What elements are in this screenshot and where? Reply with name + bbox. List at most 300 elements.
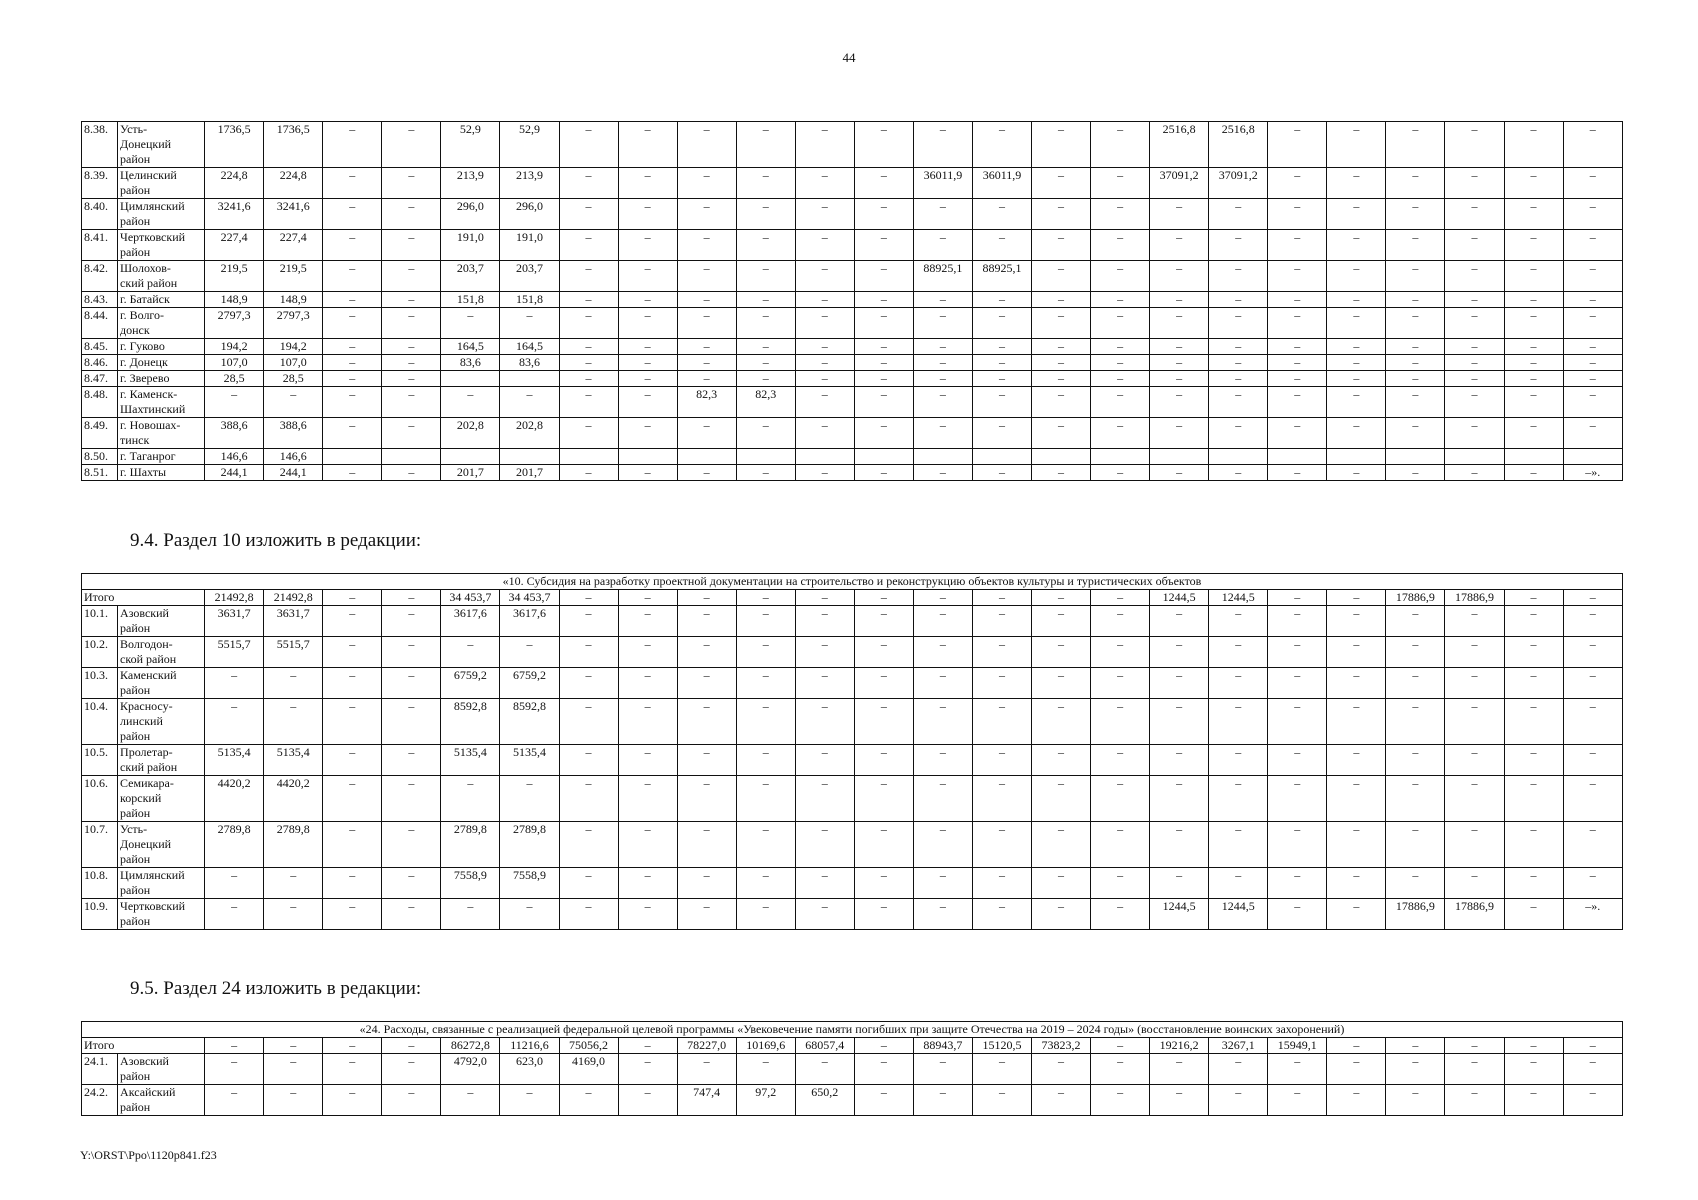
row-value: – [1563,606,1622,637]
total-value: – [1268,590,1327,606]
row-value: – [323,339,382,355]
row-value: 5135,4 [264,745,323,776]
row-value: – [1445,699,1504,745]
row-number: 10.3. [82,668,118,699]
row-value: – [972,387,1031,418]
row-value: – [1209,822,1268,868]
row-value: – [677,899,736,930]
row-value: – [1504,371,1563,387]
row-value: – [1091,465,1150,481]
total-value: – [1563,1038,1622,1054]
row-value: – [1386,606,1445,637]
row-value: – [913,355,972,371]
row-value: 5135,4 [441,745,500,776]
total-value: – [1563,590,1622,606]
row-value: – [736,899,795,930]
row-value: – [736,168,795,199]
row-value: 36011,9 [913,168,972,199]
total-value: 15120,5 [972,1038,1031,1054]
row-value: – [972,668,1031,699]
row-value: – [618,668,677,699]
row-value: – [382,199,441,230]
row-value: – [677,261,736,292]
table-row [82,371,1623,387]
row-value: – [972,230,1031,261]
row-value: – [1504,699,1563,745]
row-value: – [913,339,972,355]
row-value: 1736,5 [205,122,264,168]
row-value: – [559,776,618,822]
row-value: 5515,7 [264,637,323,668]
row-value: – [854,868,913,899]
row-value: – [736,868,795,899]
row-value: – [1150,199,1209,230]
row-value: – [854,606,913,637]
row-value: – [1150,776,1209,822]
row-value: 219,5 [205,261,264,292]
row-value: – [1209,1054,1268,1085]
row-value: – [1150,1054,1209,1085]
row-value: – [795,899,854,930]
row-value: – [618,339,677,355]
total-value: 17886,9 [1386,590,1445,606]
row-name: Азовский район [118,606,205,637]
row-value: – [1091,1054,1150,1085]
row-value: – [677,465,736,481]
row-value: – [736,776,795,822]
row-value: – [1032,168,1091,199]
row-value: – [1386,355,1445,371]
row-value: – [854,668,913,699]
row-value: – [618,230,677,261]
row-value: – [1445,371,1504,387]
row-name: г. Таганрог [118,449,205,465]
row-value: – [382,339,441,355]
row-value: – [382,822,441,868]
row-value: 4169,0 [559,1054,618,1085]
row-name: г. Гуково [118,339,205,355]
row-value: – [854,418,913,449]
row-value: – [795,637,854,668]
row-name: Чертковский район [118,899,205,930]
row-value: – [264,699,323,745]
row-value: – [1386,418,1445,449]
row-value: – [913,776,972,822]
row-value: – [559,465,618,481]
total-value: – [1327,590,1386,606]
total-value: 19216,2 [1150,1038,1209,1054]
row-value: – [1504,308,1563,339]
row-value: – [1386,822,1445,868]
row-value: – [1445,1085,1504,1116]
table-row [82,339,1623,355]
row-value [1150,449,1209,465]
row-value: 52,9 [441,122,500,168]
row-value: – [1091,745,1150,776]
row-value: – [1327,122,1386,168]
row-value: – [677,199,736,230]
row-value: – [618,292,677,308]
row-value: 8592,8 [441,699,500,745]
row-value: – [205,1085,264,1116]
total-value: – [382,1038,441,1054]
row-value: 4420,2 [205,776,264,822]
row-value: – [913,387,972,418]
row-value: 219,5 [264,261,323,292]
row-value: – [854,387,913,418]
row-value: – [559,745,618,776]
row-value: – [795,699,854,745]
table-row [82,292,1623,308]
row-value: – [795,418,854,449]
total-label: Итого [82,1038,205,1054]
row-value: – [264,899,323,930]
row-number: 10.5. [82,745,118,776]
row-value: 2789,8 [264,822,323,868]
row-value: 227,4 [264,230,323,261]
row-number: 10.2. [82,637,118,668]
row-value: – [972,355,1031,371]
row-value [795,449,854,465]
row-value: – [736,465,795,481]
row-value: 3241,6 [264,199,323,230]
row-value: – [1091,868,1150,899]
row-value: – [1563,699,1622,745]
row-value: – [1091,292,1150,308]
total-value: 17886,9 [1445,590,1504,606]
row-value: – [1327,606,1386,637]
row-value: – [1386,1085,1445,1116]
row-value: – [1032,371,1091,387]
row-value: – [795,668,854,699]
total-value: – [1032,590,1091,606]
total-value: 1244,5 [1209,590,1268,606]
row-value [441,449,500,465]
row-value: – [500,899,559,930]
row-value: – [1445,776,1504,822]
row-value: – [382,868,441,899]
total-value: – [795,590,854,606]
total-value: – [1504,1038,1563,1054]
row-value: – [1150,637,1209,668]
row-value: – [795,355,854,371]
total-value: – [1445,1038,1504,1054]
row-value: – [323,699,382,745]
row-value: – [264,387,323,418]
row-value: – [441,387,500,418]
row-value: – [1032,637,1091,668]
row-value [500,371,559,387]
row-value: – [1032,261,1091,292]
row-value: – [677,371,736,387]
row-value: – [677,868,736,899]
row-value: – [1386,230,1445,261]
row-value: – [854,1085,913,1116]
row-value: – [736,418,795,449]
row-value: 296,0 [441,199,500,230]
row-value: 201,7 [441,465,500,481]
row-value: – [677,230,736,261]
row-value: – [559,122,618,168]
total-value: – [382,590,441,606]
row-value: 194,2 [264,339,323,355]
row-value: – [1268,606,1327,637]
row-value: 5515,7 [205,637,264,668]
row-value: – [1504,637,1563,668]
row-value: – [972,465,1031,481]
row-name: г. Зверево [118,371,205,387]
row-value: 203,7 [500,261,559,292]
row-value: – [1032,776,1091,822]
row-value: – [1032,699,1091,745]
table-caption: «24. Расходы, связанные с реализацией федеральной целевой программы «Увековечение памяти погибших при защите Отечества на 2019 – 2024 годы» (восстановление воинских захоронений) [82,1022,1623,1038]
row-value: – [323,308,382,339]
row-number: 8.41. [82,230,118,261]
row-value: 213,9 [500,168,559,199]
total-value: – [323,1038,382,1054]
row-name: Азовский район [118,1054,205,1085]
total-value: – [854,590,913,606]
row-value: – [736,371,795,387]
row-value: – [677,822,736,868]
row-value: – [441,637,500,668]
row-number: 10.4. [82,699,118,745]
row-value: – [1150,465,1209,481]
row-name: Целинский район [118,168,205,199]
row-value: – [1504,606,1563,637]
row-value: – [1327,637,1386,668]
row-value: – [1445,822,1504,868]
row-value: – [1091,230,1150,261]
row-value: – [1327,822,1386,868]
row-value: 194,2 [205,339,264,355]
row-value: – [854,822,913,868]
row-value: – [1032,668,1091,699]
row-value: – [1563,418,1622,449]
row-value: – [1091,355,1150,371]
row-value: – [1445,387,1504,418]
row-value: – [972,371,1031,387]
total-value: – [972,590,1031,606]
row-value: – [1445,355,1504,371]
row-value: 82,3 [736,387,795,418]
row-value: – [854,122,913,168]
row-value: 164,5 [500,339,559,355]
row-value: – [1504,355,1563,371]
row-number: 10.6. [82,776,118,822]
row-value: – [1150,418,1209,449]
row-name: г. Новошах- тинск [118,418,205,449]
row-value: – [1268,1085,1327,1116]
row-value: – [559,637,618,668]
row-value: – [677,122,736,168]
row-value: 2516,8 [1150,122,1209,168]
row-value: – [913,899,972,930]
row-value: – [382,387,441,418]
row-value: – [1091,122,1150,168]
row-value: – [1209,606,1268,637]
row-value: – [795,1054,854,1085]
row-value: 5135,4 [205,745,264,776]
row-value: – [972,1085,1031,1116]
row-value: – [736,1054,795,1085]
row-value: 37091,2 [1150,168,1209,199]
row-value: – [795,292,854,308]
row-value: – [913,308,972,339]
row-value: – [559,418,618,449]
row-value: – [559,261,618,292]
row-value: – [1327,292,1386,308]
row-value: – [559,355,618,371]
row-value: – [1268,868,1327,899]
row-value: – [677,699,736,745]
row-value: – [1268,308,1327,339]
total-value: 34 453,7 [500,590,559,606]
row-value: – [1268,261,1327,292]
row-value: – [1504,465,1563,481]
row-value: – [618,822,677,868]
row-name: Чертковский район [118,230,205,261]
row-value: – [1445,308,1504,339]
row-value: – [1209,199,1268,230]
row-value: – [382,355,441,371]
row-value: – [323,668,382,699]
row-value: – [736,292,795,308]
row-value: – [1209,868,1268,899]
row-value: – [1563,199,1622,230]
row-value: – [618,899,677,930]
row-value: – [972,637,1031,668]
row-value: – [1268,465,1327,481]
row-value: – [1445,339,1504,355]
row-value: 37091,2 [1209,168,1268,199]
row-value: – [1327,230,1386,261]
row-value: – [1268,355,1327,371]
row-value: – [1091,261,1150,292]
row-value: – [677,745,736,776]
row-value: – [736,606,795,637]
row-value: – [1386,699,1445,745]
row-value: – [1032,1054,1091,1085]
row-value: – [382,776,441,822]
row-value: 201,7 [500,465,559,481]
row-value: – [1091,668,1150,699]
row-value: – [559,292,618,308]
row-value: – [1032,355,1091,371]
row-value: 3631,7 [264,606,323,637]
row-value: – [1091,371,1150,387]
row-value: – [972,1054,1031,1085]
table-row [82,355,1623,371]
total-value: 68057,4 [795,1038,854,1054]
row-value: – [559,668,618,699]
row-value: 97,2 [736,1085,795,1116]
row-value: 2789,8 [500,822,559,868]
row-value: – [1386,168,1445,199]
row-value: 191,0 [500,230,559,261]
total-row [82,590,1623,606]
row-value: – [618,261,677,292]
row-value: – [382,292,441,308]
row-value: 2797,3 [264,308,323,339]
row-value: – [854,465,913,481]
total-value: 88943,7 [913,1038,972,1054]
row-value: – [323,168,382,199]
row-value [500,449,559,465]
row-value: – [618,355,677,371]
row-value: – [323,199,382,230]
row-value: – [1504,387,1563,418]
total-value: 10169,6 [736,1038,795,1054]
row-value: – [854,776,913,822]
row-value: – [913,371,972,387]
row-value: 36011,9 [972,168,1031,199]
row-value: – [1445,606,1504,637]
table-row [82,776,1623,822]
row-value: – [559,387,618,418]
row-value: – [1563,292,1622,308]
row-value: – [618,387,677,418]
row-value: – [854,899,913,930]
row-value: – [854,199,913,230]
row-value: – [1209,1085,1268,1116]
row-value: – [382,122,441,168]
row-value: – [382,465,441,481]
row-value: – [972,822,1031,868]
row-value: 388,6 [264,418,323,449]
row-value: 4420,2 [264,776,323,822]
row-number: 10.9. [82,899,118,930]
row-value: – [1563,387,1622,418]
row-number: 8.42. [82,261,118,292]
row-value: – [1504,418,1563,449]
row-value: – [1091,418,1150,449]
row-value: 2516,8 [1209,122,1268,168]
row-value: – [323,745,382,776]
row-value: 244,1 [205,465,264,481]
row-value: –». [1563,899,1622,930]
row-value: – [1150,745,1209,776]
row-value: – [1150,1085,1209,1116]
row-value: – [1150,699,1209,745]
row-value: – [736,308,795,339]
row-value: – [1268,1054,1327,1085]
row-value: – [382,168,441,199]
total-value: – [618,590,677,606]
row-value: – [1091,637,1150,668]
row-value: – [382,699,441,745]
row-value: – [1386,776,1445,822]
row-value: – [677,637,736,668]
row-value: – [323,371,382,387]
total-value: – [1504,590,1563,606]
row-value: – [1504,745,1563,776]
row-value: – [854,292,913,308]
row-number: 8.44. [82,308,118,339]
row-value: – [1091,822,1150,868]
row-value: – [382,371,441,387]
row-value: 83,6 [500,355,559,371]
row-value: – [323,606,382,637]
row-value: 3617,6 [500,606,559,637]
row-value: 224,8 [205,168,264,199]
row-name: Цимлянский район [118,199,205,230]
row-value: – [795,822,854,868]
row-value [618,449,677,465]
row-value: – [1209,371,1268,387]
row-value: – [1032,122,1091,168]
table-row [82,668,1623,699]
